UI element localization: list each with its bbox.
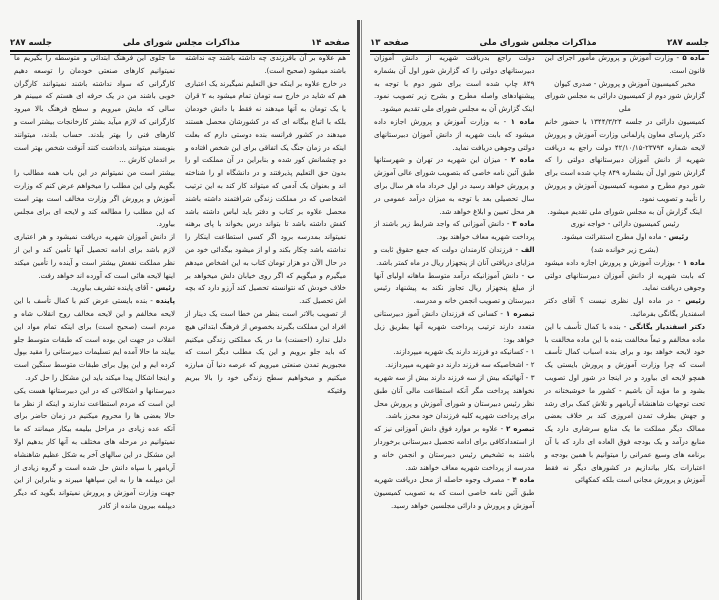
paragraph-text: - بنده بایستی عرض کنم با کمال تأسف با این لایحه مخالفم و این لایحه مخالف روح انقلاب شاه و مردم است (صحیح است) برای اینکه تمام مواد این انقلاب در جهت این بوده است که طبقات متوسط جلو بیایند ما حالا آمده ایم تسلیمات دبیرستانی را مقید بپول کرده ایم و این پول برای طبقات متوسط سنگین است و اینجا اشکال پیدا میکند باید این مشکل را حل کرد. <box>14 296 175 382</box>
session-number: جلسه ۲۸۷ <box>10 38 52 48</box>
speaker-label: ماده ۳ <box>512 219 535 229</box>
text-column <box>14 52 175 590</box>
paragraph-text: - دانش آموزانی که واجد شرایط زیر باشند از پرداخت شهریه معاف خواهند بود. <box>374 219 535 242</box>
paragraph <box>14 282 175 295</box>
paragraph: هم علاوه بر آن بافرزندی چه داشته باشند چه نداشته باشند میشود (صحیح است). <box>185 53 346 75</box>
paragraph <box>374 116 535 154</box>
speaker-label: ماده ۴ <box>512 475 535 485</box>
paragraph: رئیس کمیسیون دارائی - خواجه نوری <box>570 219 680 229</box>
speaker-label: رئیس <box>685 296 705 306</box>
paragraph-text: - ماده اول مطرح استقرائت میشود. <box>561 232 669 242</box>
paragraph: مخبر کمیسیون آموزش و پرورش - صدری کیوان <box>554 78 696 88</box>
speaker-label: ماده ۲ <box>511 155 535 165</box>
paragraph: ۲ - اشخاصیکه سه فرزند دارند دو شهریه میپردازند. <box>385 360 535 370</box>
page-number: صفحه ۱۴ <box>311 38 350 48</box>
paragraph <box>374 154 535 218</box>
paragraph <box>374 308 535 346</box>
paragraph-text: - آقای پاینده تشریف بیاورید. <box>70 283 156 293</box>
text-column <box>545 52 706 590</box>
running-title: مذاکرات مجلس شورای ملی <box>122 38 241 48</box>
paragraph: از تصویب بالاتر است بنظر من خطا است یک دینار از افراد این مملکت بگیرند بخصوص از فرهنگ ابتدائی هیچ دلیل ندارد (احسنت) ما در یک مملکتی زندگی میکنیم که باید جلو برویم و این یک مطلب دیگر است که مجبوریم تمدن صنعتی میرویم که عرصه دنیا آن مبارزه میکنیم و میخواهیم سطح زندگی خود را بالا ببریم وقتیکه <box>185 308 346 395</box>
paragraph: ما جلوی این فرهنگ ابتدائی و متوسطه را بگیریم ما نمیتوانیم کارهای صنعتی خودمان را توسعه دهیم کارگرانی که سواد نداشته باشند نمیتوانند کارگران خوبی باشند من در یک حرفه ای هستم که میبینم هر سالی که مایش میرویم و سطح فرهنگ بالا میرود کارگرانی که لازم میآید بشتر کارخانجات بیشتر است و کارهای فنی را بهتر بلدند. حساب بلدند، میتوانند بنویسند میتوانند یادداشت کنند آنوقت شخص بهتر است بر اندمان کارش ... <box>14 53 175 165</box>
paragraph: دبیرستانها و اشکالاتی که در این دبیرستانها هست یکی این است که مردم استطاعت ندارند و اینکه از نظر ما حالا بعضی ها را محروم میکنیم در زمان حاضر برای آنکه عده زیادی در مراحل بیلیمه بیکار میمانند که ما نمیتوانیم در مرحله های مختلف به آنها کار بدهیم اولا این مشکل در این سالهای آخر به شکل عظیم شاهنشاه آریامهر با سپاه دانش حل شده است و گروه زیادی از این دیپلمه ها را به این سپاهها میبرند و بنابراین از این جهت وزارت آموزش و پرورش نمیتواند بگوید که دیگر دیپلمه بیرون مانده از کادر <box>14 385 175 510</box>
speaker-label: رئیس <box>155 283 175 293</box>
paragraph <box>545 52 706 78</box>
paragraph: دولت راجع بدریافت شهریه از دانش آموزان دبیرستانهای دولتی را که گزارش شور اول آن بشماره ۸۴۹ چاپ شده است برای شور دوم با توجه به پیشنهادهای واصله مطرح و بشرح زیر تصویب نمود. اینک گزارش آن به مجلس شورای ملی تقدیم میشود. <box>374 53 535 114</box>
left-page-header <box>10 36 350 48</box>
speaker-label: الف <box>520 244 535 254</box>
paragraph-text: - وزارت آموزش و پرورش مأمور اجرای این قانون است. <box>544 53 705 75</box>
paragraph <box>374 270 535 308</box>
paragraph: کمیسیون دارائی در جلسه ۱۳۴۴/۳/۲۴ با حضور خانم دکتر پارسای معاون پارلمانی وزارت آموزش و پرورش لایحه شماره ۲۳۷۹۴-۴۲/۱۰/۱۵ دولت راجع به دریافت شهریه از دانش آموزان دبیرستانهای دولتی را که گزارش شور اول آن بشماره ۸۴۹ چاپ شده است برای شور دوم مطرح و مصوبه کمیسیون آموزش و پرورش را تأیید و تصویب نمود. <box>544 116 705 203</box>
paragraph: ۳ - آنهائیکه بیش از سه فرزند دارند بیش از سه شهریه نخواهند پرداخت مگر آنکه استطاعت مالی آنان طبق نظر رئیس دبیرستان و شورای آموزش و پرورش محل برای پرداخت شهریه کلیه فرزندان خود محرز باشد. <box>374 372 535 421</box>
paragraph-text: - میزان این شهریه در تهران و شهرستانها طبق آئین نامه خاصی که بتصویب شورای عالی آموزش و پرورش خواهد رسید در اول خرداد ماه هر سال برای سال تحصیلی بعد با توجه به میزان درآمد عمومی در هر محل تعیین و ابلاغ خواهد شد. <box>374 155 535 216</box>
paragraph-text: - مصرف وجوه حاصله از محل دریافت شهریه طبق آئین نامه خاصی است که به تصویب کمیسیون آموزش و پرورش و دارائی مجلسین خواهد رسید. <box>374 475 535 510</box>
paragraph: از دانش آموزان شهریه دریافت نمیشود و هر اعتباری لازم باشد برای ادامه تحصیل آنها تأمین کند و این از نظر مملکت نفعش بیشتر است و آینده را تأمین میکند اینها لایحه هائی است که آورده اند خواهد رفت. <box>14 232 175 280</box>
paragraph <box>374 474 535 512</box>
paragraph-text: - به وزارت آموزش و پرورش اجازه داده میشود که بابت شهریه از دانش آموزان دبیرستانهای دولتی وجوهی دریافت نماید. <box>374 116 535 152</box>
paragraph <box>545 295 706 321</box>
right-page-header <box>370 36 709 48</box>
paragraph-text: - علاوه بر موارد فوق دانش آموزانی نیز که از استعدادکافی برای ادامه تحصیل دبیرستانی برخوردار باشند به تشخیص رئیس دبیرستان و انجمن خانه و مدرسه از پرداخت شهریه معاف خواهند شد. <box>374 424 535 472</box>
speaker-label: رئیس <box>668 232 689 242</box>
text-column <box>185 52 346 590</box>
speaker-label: ماده ۱ <box>682 257 705 267</box>
speaker-label: پاینده <box>155 296 175 306</box>
session-number: جلسه ۲۸۷ <box>667 38 709 48</box>
paragraph-text: - بوزارت آموزش و پرورش اجازه داده میشود که بابت شهریه از دانش آموزان دبیرستانهای دولتی وجوهی دریافت نماید. <box>544 257 705 293</box>
paragraph <box>545 231 706 244</box>
paragraph: گزارش شور دوم از کمیسیون دارائی به مجلس شورای ملی <box>544 91 705 114</box>
paragraph <box>545 257 706 295</box>
paragraph-text: - فرزندان کارمندان دولت که جمع حقوق ثابت و مزایای دریافتی آنان از پنجهزار ریال در ماه کمتر باشد. <box>374 244 535 267</box>
speaker-label: تبصره ۲ <box>505 424 535 434</box>
paragraph: ۱ - کسانیکه دو فرزند دارند یک شهریه میپردازند. <box>393 347 535 357</box>
page-number: صفحه ۱۳ <box>370 38 409 48</box>
speaker-label: ماده ۵ <box>682 53 706 62</box>
paragraph <box>374 423 535 474</box>
paragraph: بیشتر است من نمیتوانم در این باب همه مطالب را بگویم ولی این مطلب را میخواهم عرض کنم که وزارت آموزش و پرورش اگر وزارت مخالف است بهتر است که این مطلب را مطالعه کند و لایحه ای برای مجلس بیاورد. <box>14 168 175 229</box>
speaker-label: دکتر اسفندیار یگانگی <box>629 321 705 331</box>
left-page-columns <box>14 52 346 590</box>
paragraph-text: - بنده با کمال تأسف با این ماده مخالفم و تبعاً مخالفت بنده با این ماده مخالفت با خود لایحه خواهد بود و برای بنده اسباب کمال تأسف است که چرا وزارت آموزش و پرورش بایستی یک همچو لایحه ای بیاورد و در اینجا در شور اول تصویب بشود و ما مؤید آن باشیم - کشور ما خوشبختانه در تحت توجهات شاهنشاه آریامهر و تلاش کمک برای رشد و جهش بطرف تمدن امروزی کند بر خلاف بعضی ممالک دیگر مملکت ما یک منابع سرشاری دارد یک منابع درآمد و یک بودجه فوق العاده ای دارد که با آن برنامه های وسیع عمرانی را میتوانیم با همین بودجه و اعتبارات بکار بیاندازیم در کشورهای دیگر نه فقط آموزش و پرورش مجانی است بلکه کمکهائی <box>544 321 705 485</box>
right-page <box>360 0 719 600</box>
paragraph: اینک گزارش آن به مجلس شورای ملی تقدیم میشود. <box>547 206 702 216</box>
running-title: مذاکرات مجلس شورای ملی <box>479 38 597 48</box>
speaker-label: تبصره ۱ <box>505 308 535 318</box>
paragraph-text: - کسانی که فرزندان دانش آموز دبیرستانی متعدد دارند ترتیب پرداخت شهریه آنها بطریق زیل خواهد بود: <box>374 308 535 344</box>
speaker-label: ماده ۱ <box>510 116 535 126</box>
text-column <box>374 52 535 590</box>
paragraph <box>374 218 535 244</box>
book-spine-shadow <box>361 20 362 600</box>
book-spine <box>357 20 360 600</box>
paragraph <box>14 295 175 385</box>
paragraph: (بشرح زیر خوانده شد) <box>590 244 659 254</box>
paragraph-text: - دانش آموزانیکه درآمد متوسط ماهانه اولیای آنها از مبلغ پنجهزار ریال تجاوز نکند به پیشنهاد رئیس دبیرستان و تصویب انجمن خانه و مدرسه. <box>374 270 535 306</box>
paragraph: در خارج علاوه بر اینکه حق التعلیم نمیگیرند یک اعتباری هم که شاید در خارج سه تومان تمام میشود به ۲ قران یا یک تومان به آنها میدهند نه فقط با دانش خودمان بلکه با اتباع بیگانه ای که در کشورشان محصل هستند میدهند در کشور فرانسه بنده دوستی دارم که بعلت اینکه در زمان جنگ یک اتفاقی برای این شخص افتاده و دو چشمانش کور شده و بنابراین در آن مملکت او را بدون حق التعلیم پذیرفتند و در دانشگاه او را شناخته اند و بعنوان یک آدمی که میتواند کار کند به این ترتیب اشخاصی که در مملکت زندگی شرافتمند داشته باشند محصل علاوه بر کتاب و دفتر باید لباس داشته باشد کفش داشته باشد تا بتواند درس بخواند با پای برهنه نمیتواند بمدرسه برود اگر کسی استطاعت اینکار را نداشته باشد چکار بکند و او از میشود بیگدائی خود من در حال الآن دو هزار تومان کتاب به این اشخاص میدهم میگیرم و میگویم که اگر روی خیابان دلش میخواهد بر خلاف خودش که نتوانسته تحصیل کند آرزو دارد که بچه اش تحصیل کند. <box>185 78 346 306</box>
speaker-label: ب <box>527 270 535 280</box>
paragraph <box>374 244 535 270</box>
right-page-columns <box>374 52 705 590</box>
paragraph-text: - در ماده اول نظری نیست ؟ آقای دکتر اسفندیار یگانگی بفرمائید. <box>544 296 705 318</box>
paragraph <box>545 321 706 487</box>
